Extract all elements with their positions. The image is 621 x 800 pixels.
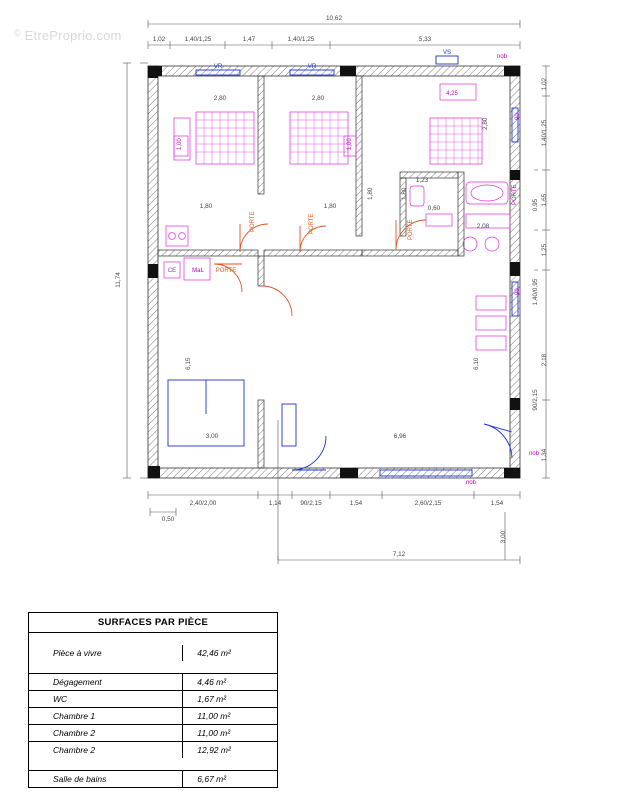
room-name: Chambre 1	[29, 708, 183, 725]
room-name: WC	[29, 691, 183, 708]
svg-text:1,14: 1,14	[268, 500, 282, 507]
svg-text:1,80: 1,80	[199, 203, 213, 210]
svg-text:0,50: 0,50	[161, 516, 175, 523]
table-row	[29, 708, 277, 725]
svg-text:1,00: 1,00	[347, 138, 353, 150]
svg-text:90/2,15: 90/2,15	[300, 500, 322, 507]
svg-text:1,00: 1,00	[177, 138, 183, 150]
svg-text:10,62: 10,62	[326, 15, 342, 22]
svg-text:6,96: 6,96	[393, 433, 407, 440]
svg-text:CE: CE	[167, 268, 177, 274]
spacer-row	[29, 758, 277, 771]
svg-text:1,02: 1,02	[541, 77, 548, 91]
svg-text:1,23: 1,23	[415, 177, 429, 184]
svg-text:1,54: 1,54	[490, 500, 504, 507]
svg-text:1,80: 1,80	[401, 187, 408, 200]
surfaces-table	[28, 612, 278, 788]
svg-text:1,40/1,25: 1,40/1,25	[541, 119, 548, 147]
svg-text:nob: nob	[529, 451, 540, 457]
svg-text:2,80: 2,80	[213, 95, 227, 102]
room-name: Pièce à vivre	[53, 648, 102, 658]
svg-text:2,18: 2,18	[541, 353, 548, 367]
table-row	[29, 691, 277, 708]
svg-text:1,80: 1,80	[367, 187, 374, 200]
svg-text:1,40/1,25: 1,40/1,25	[184, 36, 212, 43]
svg-text:1,65: 1,65	[541, 193, 548, 207]
svg-text:5,33: 5,33	[418, 36, 432, 43]
svg-text:3,00: 3,00	[500, 530, 507, 544]
room-area: 1,67 m²	[183, 691, 277, 708]
svg-text:0,60: 0,60	[427, 205, 441, 212]
svg-text:2,80: 2,80	[482, 117, 489, 130]
svg-text:PORTE: PORTE	[309, 213, 315, 234]
svg-text:7,12: 7,12	[392, 551, 406, 558]
table-row	[29, 742, 277, 759]
spacer-row	[29, 633, 277, 645]
svg-text:90/2,15: 90/2,15	[532, 389, 539, 411]
svg-text:PORTE: PORTE	[250, 211, 256, 232]
table-row	[29, 645, 277, 661]
svg-text:4,25: 4,25	[446, 91, 458, 97]
room-area: 11,00 m²	[183, 708, 277, 725]
room-area: 42,46 m²	[183, 645, 277, 661]
svg-text:nob: nob	[497, 54, 508, 60]
surfaces-table-title: SURFACES PAR PIÈCE	[29, 613, 277, 633]
room-area: 12,92 m²	[183, 742, 277, 759]
svg-text:90: 90	[515, 113, 521, 120]
svg-text:1,02: 1,02	[152, 36, 166, 43]
spacer-row	[29, 661, 277, 674]
room-name: Salle de bains	[29, 771, 183, 788]
svg-text:1,25: 1,25	[541, 243, 548, 257]
svg-text:PORTE: PORTE	[408, 219, 414, 240]
svg-text:6,10: 6,10	[473, 357, 480, 370]
svg-text:VR: VR	[307, 64, 317, 70]
svg-text:1,40/0,95: 1,40/0,95	[532, 278, 539, 306]
svg-text:1,34: 1,34	[541, 448, 548, 462]
svg-text:11,74: 11,74	[115, 272, 122, 288]
svg-text:1,40/1,25: 1,40/1,25	[287, 36, 315, 43]
svg-text:1,54: 1,54	[349, 500, 363, 507]
room-name: Dégagement	[29, 674, 183, 691]
table-row	[29, 674, 277, 691]
room-name: Chambre 2	[29, 725, 183, 742]
svg-text:MaL: MaL	[192, 268, 204, 274]
svg-text:2,80: 2,80	[311, 95, 325, 102]
copyright-icon: ©	[14, 28, 21, 38]
svg-text:6,15: 6,15	[185, 357, 192, 370]
svg-text:1,80: 1,80	[323, 203, 337, 210]
svg-text:nob: nob	[466, 480, 477, 486]
svg-text:2,40/2,00: 2,40/2,00	[189, 500, 217, 507]
table-row	[29, 725, 277, 742]
surfaces-rows	[29, 633, 277, 787]
room-name: Chambre 2	[29, 742, 183, 759]
svg-text:2,08: 2,08	[476, 223, 490, 230]
svg-text:PORTE: PORTE	[512, 184, 518, 205]
room-area: 11,00 m²	[183, 725, 277, 742]
svg-text:2,60/2,15: 2,60/2,15	[414, 500, 442, 507]
watermark: © EtreProprio.com	[14, 28, 122, 43]
svg-text:3,00: 3,00	[205, 433, 219, 440]
room-area: 6,67 m²	[183, 771, 277, 788]
svg-text:90: 90	[515, 288, 521, 295]
svg-text:VS: VS	[442, 50, 452, 56]
svg-text:VR: VR	[213, 64, 223, 70]
svg-text:0,95: 0,95	[532, 198, 539, 212]
room-area: 4,46 m²	[183, 674, 277, 691]
table-row	[29, 771, 277, 788]
svg-text:PORTE: PORTE	[215, 268, 237, 274]
svg-text:1,47: 1,47	[242, 36, 256, 43]
